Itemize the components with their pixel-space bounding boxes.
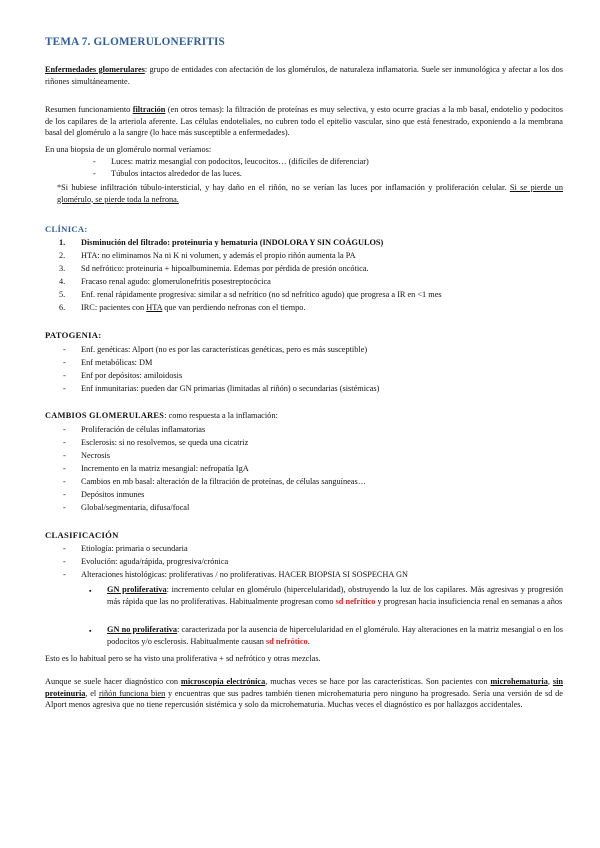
dash-bullet: - [63, 464, 66, 473]
closing-text: , el [85, 688, 99, 698]
cambios-item-text: Esclerosis: si no resolvemos, se queda una cicatriz [81, 438, 249, 447]
clinica-item-text: Enf. renal rápidamente progresiva: similar a sd nefrítico (no sd nefrítico agudo) que progresa a IR en <1 mes [81, 290, 442, 299]
cambios-item-text: Depósitos inmunes [81, 490, 145, 499]
clasificacion-footer: Esto es lo habitual pero se ha visto una proliferativa + sd nefrótico y otras mezclas. [45, 654, 321, 663]
note-text: *Si hubiese infiltración túbulo-intersticial, y hay daño en el riñón, no se verían las luces por inflamación y proliferación celular. [57, 183, 510, 192]
dash-bullet: - [63, 358, 66, 367]
patogenia-item-text: Enf metabólicas: DM [81, 358, 153, 367]
cambios-heading [45, 410, 278, 422]
dash-bullet: - [63, 384, 66, 393]
item-number: 4. [59, 277, 66, 286]
item-number: 6. [59, 303, 66, 312]
dash-bullet: - [63, 438, 66, 447]
filtration-term: filtración [132, 105, 166, 114]
gn-no-proliferativa-tail: . [307, 636, 310, 646]
biopsy-item-text: Túbulos intactos alrededor de las luces. [111, 169, 242, 178]
note-underlined: Si se pierde un glomérulo, se pierde toda la nefrona. [57, 183, 563, 204]
biopsy-intro: En una biopsia de un glomérulo normal veríamos: [45, 145, 212, 154]
dash-bullet: - [93, 169, 96, 178]
dash-bullet: - [63, 371, 66, 380]
biopsy-item-text: Luces: matriz mesangial con podocitos, leucocitos… (difíciles de diferenciar) [111, 157, 369, 166]
sd-nefrotico-highlight: sd nefrótico [265, 636, 308, 646]
closing-bold: microhematuria [490, 677, 548, 686]
item-number: 1. [59, 238, 66, 247]
irc-pre: IRC: pacientes con [81, 303, 147, 312]
gn-proliferativa-tail: y progresan hacia insuficiencia renal en semanas a años [375, 596, 563, 606]
gn-proliferativa-term: GN proliferativa [107, 585, 167, 594]
intro-term: Enfermedades glomerulares [45, 65, 145, 74]
clasificacion-item-text: Etiología: primaria o secundaria [81, 544, 188, 553]
clinica-item-text: Sd nefrótico: proteinuria + hipoalbuminemia. Edemas por pérdida de presión oncótica. [81, 264, 369, 273]
cambios-item-text: Incremento en la matriz mesangial: nefropatía IgA [81, 464, 249, 473]
irc-hta: HTA [146, 303, 163, 312]
closing-underlined: riñón funciona bien [98, 688, 166, 698]
square-bullet: ▪ [89, 627, 92, 635]
closing-text: y encuentras que sus padres también tienen microhematuria pero ninguno ha progresado. Sería una versión de sd de Alport menos agresiva que no tiene repercusión sistémica y solo da microhematuria. Muchas veces el diagnóstico es por hallazgos accidentales. [45, 688, 563, 710]
filtration-text: (en otros temas): la filtración de proteínas es muy selectiva, y esto ocurre gracias a la mb basal, endotelio y podocitos de los capilares de la arteriola aferente. Las células endoteliales, no cubren todo el epitelio vascular, sino que está fenestrado, exponiendo a la membrana basal del glomérulo a la sangre (lo hace más susceptible a enfermedades). [45, 105, 563, 138]
gn-proliferativa-text: : incremento celular en glomérulo (hipercelularidad), obstruyendo la luz de los capilares. Más agresivas y progresión más rápida que las no proliferativas. Habitualmente progresan como [107, 585, 563, 606]
filtration-paragraph [45, 104, 563, 139]
dash-bullet: - [63, 503, 66, 512]
patogenia-item-text: Enf por depósitos: amiloidosis [81, 371, 183, 380]
patogenia-heading [45, 330, 102, 340]
dash-bullet: - [93, 157, 96, 166]
square-bullet: ▪ [89, 587, 92, 595]
sd-nefritico-highlight: sd nefrítico [335, 596, 376, 606]
closing-text: , [547, 677, 553, 686]
dash-bullet: - [63, 477, 66, 486]
closing-paragraph [45, 676, 563, 711]
item-number: 3. [59, 264, 66, 273]
cambios-item-text: Global/segmentaria, difusa/focal [81, 503, 190, 512]
dash-bullet: - [63, 451, 66, 460]
gn-no-proliferativa [107, 624, 563, 647]
dash-bullet: - [63, 345, 66, 354]
cambios-item-text: Cambios en mb basal: alteración de la filtración de proteínas, de células sanguíneas… [81, 477, 366, 486]
clinica-item-text: HTA: no eliminamos Na ni K ni volumen, y además el propio riñón aumenta la PA [81, 251, 356, 260]
dash-bullet: - [63, 570, 66, 579]
clinica-heading: CLÍNICA: [45, 224, 88, 234]
clasificacion-item-text: Evolución: aguda/rápida, progresiva/crónica [81, 557, 229, 566]
cambios-item-text: Proliferación de células inflamatorias [81, 425, 206, 434]
closing-text: , muchas veces se hace por las características. Son pacientes con [265, 677, 491, 686]
gn-no-proliferativa-term: GN no proliferativa [107, 625, 178, 634]
cambios-item-text: Necrosis [81, 451, 111, 460]
patogenia-item-text: Enf inmunitarias: pueden dar GN primarias (limitadas al riñón) o secundarias (sistémicas) [81, 384, 380, 393]
clinica-item-text: Fracaso renal agudo: glomerulonefritis posestreptocócica [81, 277, 271, 286]
dash-bullet: - [63, 490, 66, 499]
cambios-heading-text: CAMBIOS GLOMERULARES [45, 411, 165, 420]
item-number: 5. [59, 290, 66, 299]
item-number: 2. [59, 251, 66, 260]
intro-paragraph [45, 64, 563, 87]
clasificacion-item-text: Alteraciones histológicas: proliferativas / no proliferativas. HACER BIOPSIA SI SOSPECHA GN [81, 570, 409, 579]
page-title: TEMA 7. GLOMERULONEFRITIS [45, 36, 225, 48]
intro-text: : grupo de entidades con afectación de los glomérulos, de naturaleza inflamatoria. Suele ser inmunológica y afectar a los dos riñones simultáneamente. [45, 65, 563, 86]
irc-post: que van perdiendo nefronas con el tiempo. [162, 303, 306, 312]
closing-bold: sin proteinuria [45, 677, 563, 698]
closing-bold: microscopía electrónica [180, 677, 266, 686]
patogenia-heading-colon: : [98, 330, 102, 340]
biopsy-note [57, 182, 563, 205]
dash-bullet: - [63, 544, 66, 553]
patogenia-item-text: Enf. genéticas: Alport (no es por las características genéticas, pero es más susceptible) [81, 345, 368, 354]
clinica-item-text [81, 302, 305, 314]
gn-proliferativa [107, 584, 563, 607]
dash-bullet: - [63, 557, 66, 566]
clinica-item-text: Disminución del filtrado: proteinuria y hematuria (INDOLORA Y SIN COÁGULOS) [81, 238, 384, 247]
dash-bullet: - [63, 425, 66, 434]
patogenia-heading-text: PATOGENIA [45, 330, 99, 340]
gn-no-proliferativa-text: : caracterizada por la ausencia de hipercelularidad en el glomérulo. Hay alteraciones en la matriz mesangial o en los podocitos y/o esclerosis. Habitualmente causan [107, 625, 563, 646]
cambios-subtitle: : como respuesta a la inflamación: [164, 411, 278, 420]
closing-text: Aunque se suele hacer diagnóstico con [45, 677, 181, 686]
clasificacion-heading: CLASIFICACIÓN [45, 530, 119, 540]
filtration-pre: Resumen funcionamiento [45, 105, 133, 114]
